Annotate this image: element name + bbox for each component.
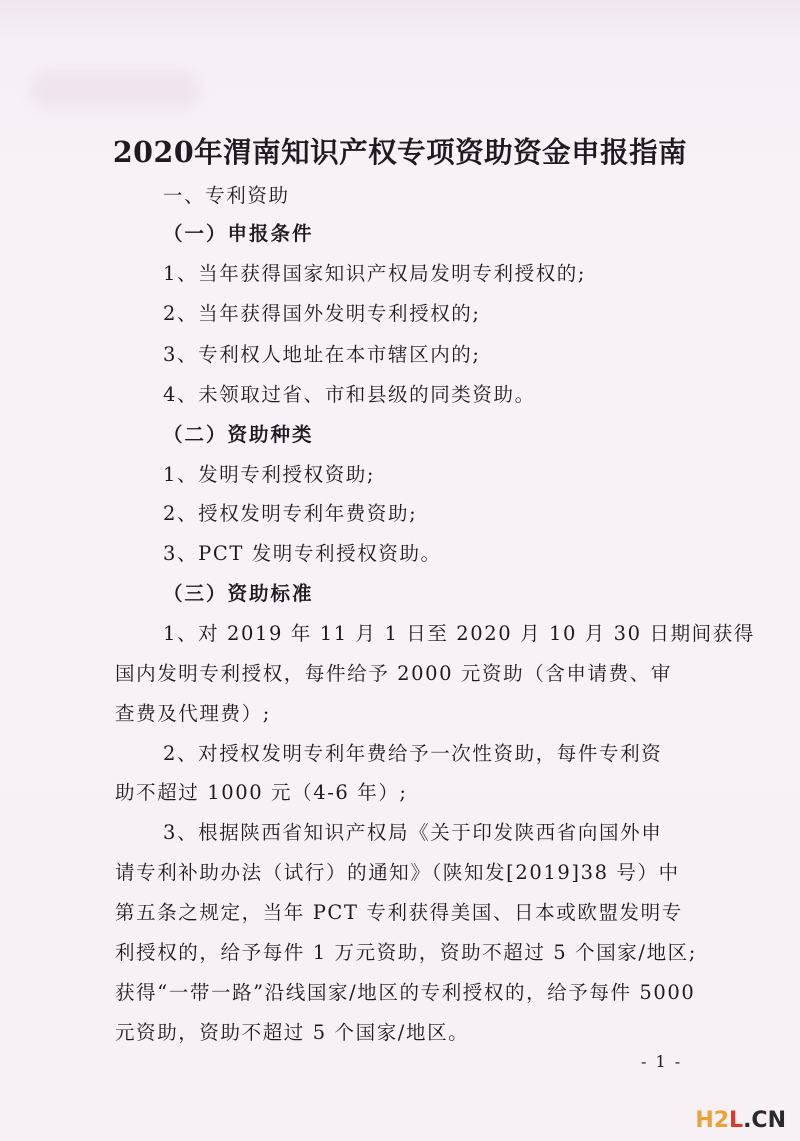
watermark-part-c: .CN bbox=[743, 1108, 786, 1133]
page-number: - 1 - bbox=[641, 1052, 683, 1071]
paragraph-line: 元资助，资助不超过 5 个国家/地区。 bbox=[115, 1021, 470, 1044]
paragraph-line: 国内发明专利授权，每件给予 2000 元资助（含申请费、审 bbox=[115, 662, 672, 685]
paragraph-line: 利授权的，给予每件 1 万元资助，资助不超过 5 个国家/地区; bbox=[115, 941, 697, 964]
paragraph-line: 请专利补助办法（试行）的通知》（陕知发[2019]38 号）中 bbox=[115, 861, 680, 884]
list-item: 1、当年获得国家知识产权局发明专利授权的; bbox=[163, 262, 587, 285]
paragraph-line: 1、对 2019 年 11 月 1 日至 2020 月 10 月 30 日期间获得 bbox=[163, 622, 755, 645]
paragraph-line: 助不超过 1000 元（4-6 年）; bbox=[115, 781, 408, 804]
list-item: 2、授权发明专利年费资助; bbox=[163, 502, 418, 525]
subsection-heading-conditions: （一）申报条件 bbox=[163, 222, 314, 245]
list-item: 1、发明专利授权资助; bbox=[163, 463, 376, 486]
paragraph-line: 3、根据陕西省知识产权局《关于印发陕西省向国外申 bbox=[163, 821, 663, 844]
subsection-heading-standards: （三）资助标准 bbox=[163, 582, 314, 605]
subsection-heading-types: （二）资助种类 bbox=[163, 423, 314, 446]
list-item: 4、未领取过省、市和县级的同类资助。 bbox=[163, 383, 536, 406]
list-item: 3、PCT 发明专利授权资助。 bbox=[163, 542, 442, 565]
watermark-part-a: H2 bbox=[695, 1108, 730, 1133]
list-item: 2、当年获得国外发明专利授权的; bbox=[163, 302, 481, 325]
paragraph-line: 获得“一带一路”沿线国家/地区的专利授权的，给予每件 5000 bbox=[115, 981, 696, 1004]
paragraph-line: 第五条之规定，当年 PCT 专利获得美国、日本或欧盟发明专 bbox=[115, 901, 683, 924]
section-heading-patent: 一、专利资助 bbox=[163, 184, 290, 207]
list-item: 3、专利权人地址在本市辖区内的; bbox=[163, 343, 481, 366]
paragraph-line: 查费及代理费）; bbox=[115, 702, 271, 725]
paragraph-line: 2、对授权发明专利年费给予一次性资助，每件专利资 bbox=[163, 742, 663, 765]
site-watermark bbox=[695, 1108, 786, 1133]
scan-smudge bbox=[30, 70, 200, 110]
document-title: 2020年渭南知识产权专项资助资金申报指南 bbox=[112, 135, 688, 169]
watermark-part-b: L bbox=[729, 1108, 744, 1133]
